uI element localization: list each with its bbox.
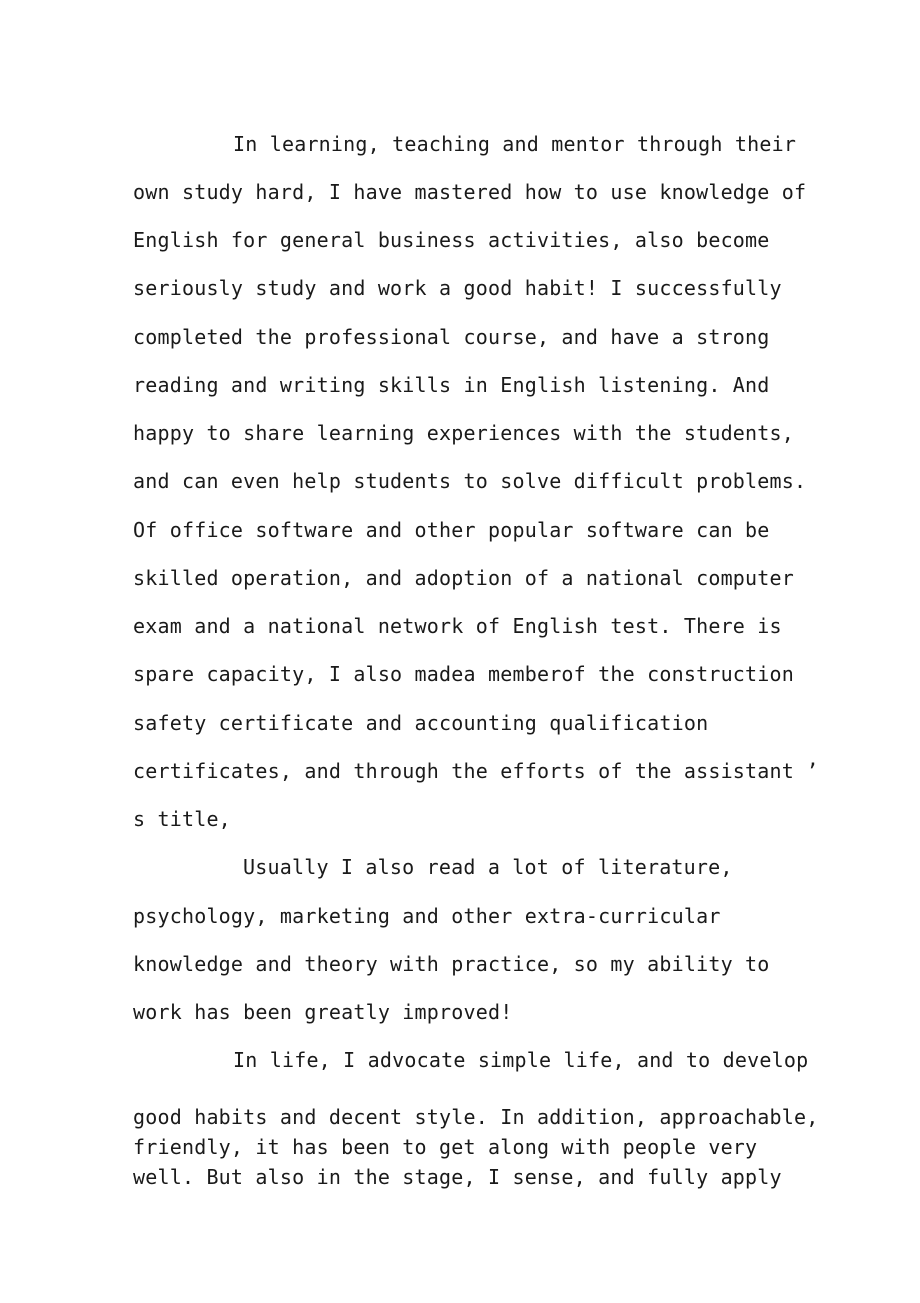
paragraph-3-line-3: friendly, it has been to get along with people very [133,1135,758,1159]
paragraph-1-line-8: and can even help students to solve difficult problems. [133,469,807,493]
paragraph-1-line-14: certificates, and through the efforts of the assistant ’ [133,759,819,783]
paragraph-1-line-4: seriously study and work a good habit! I successfully [133,276,782,300]
paragraph-3-line-2: good habits and decent style. In addition, approachable, [133,1105,819,1129]
paragraph-1-line-6: reading and writing skills in English listening. And [133,373,770,397]
paragraph-1-line-11: exam and a national network of English test. There is [133,614,782,638]
paragraph-3-line-4: well. But also in the stage, I sense, and fully apply [133,1165,782,1189]
paragraph-2-line-3: knowledge and theory with practice, so my ability to [133,952,770,976]
paragraph-3-line-1: In life, I advocate simple life, and to develop [233,1048,809,1072]
paragraph-1-line-12: spare capacity, I also madea memberof the construction [133,662,795,686]
paragraph-1-line-15: s title, [133,807,231,831]
paragraph-2-line-4: work has been greatly improved! [133,1000,513,1024]
paragraph-1-line-5: completed the professional course, and have a strong [133,325,770,349]
paragraph-1-line-10: skilled operation, and adoption of a national computer [133,566,795,590]
paragraph-1-line-3: English for general business activities, also become [133,228,770,252]
paragraph-2-line-2: psychology, marketing and other extra-curricular [133,904,721,928]
paragraph-1-line-2: own study hard, I have mastered how to use knowledge of [133,180,807,204]
paragraph-1-line-7: happy to share learning experiences with the students, [133,421,795,445]
paragraph-1-line-13: safety certificate and accounting qualification [133,711,709,735]
paragraph-1-line-1: In learning, teaching and mentor through their [233,132,797,156]
paragraph-1-line-9: Of office software and other popular software can be [133,518,770,542]
paragraph-2-line-1: Usually I also read a lot of literature, [243,855,733,879]
